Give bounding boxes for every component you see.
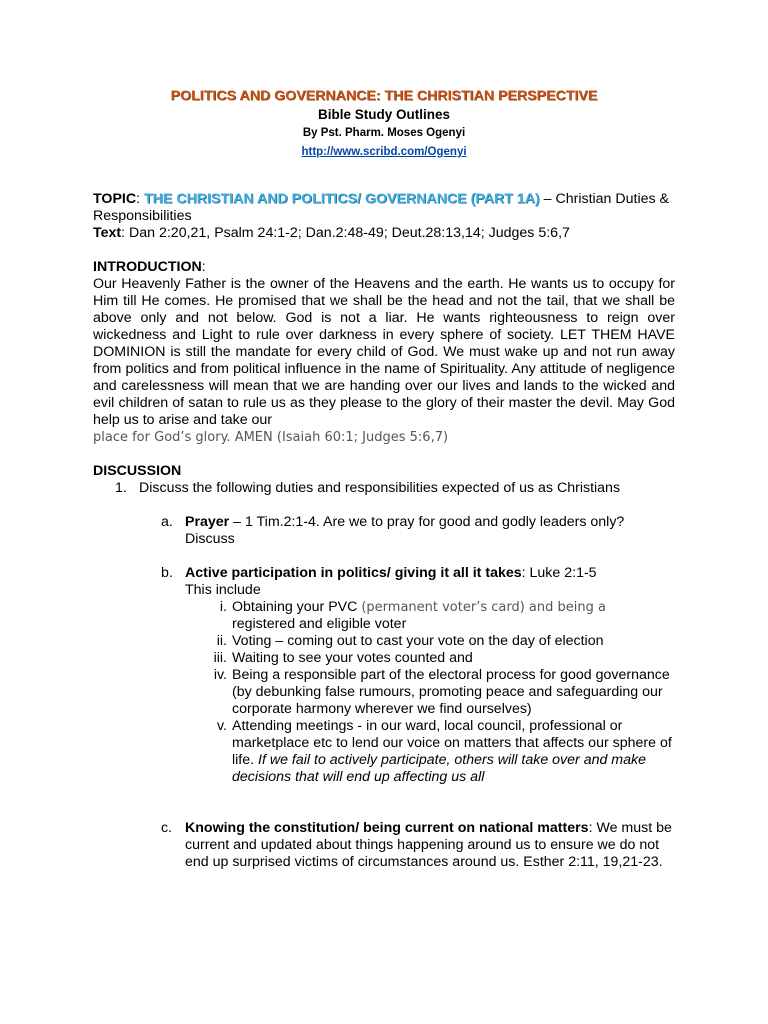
topic-line bbox=[93, 191, 675, 225]
item-a-text: – 1 Tim.2:1-4. Are we to pray for good and godly leaders only? Discuss bbox=[185, 514, 625, 547]
list-marker: iii. bbox=[213, 650, 227, 666]
sub-item-i: i. Obtaining your PVC (permanent voter’s card) and being a registered and eligible voter bbox=[93, 599, 675, 633]
document-subtitle: Bible Study Outlines bbox=[317, 107, 450, 122]
list-marker: i. bbox=[219, 599, 227, 615]
item-a-heading: Prayer bbox=[185, 514, 230, 530]
item-b-line2: This include bbox=[185, 582, 261, 598]
introduction-tail: place for God’s glory. AMEN (Isaiah 60:1; Judges 5:6,7) bbox=[93, 430, 449, 445]
sub-item-iv: iv. Being a responsible part of the electoral process for good governance (by debunking false rumours, promoting peace and safeguarding our corporate harmony wherever we find ourselves) bbox=[93, 667, 675, 718]
item-c-text: : We must be current and updated about things happening around us to ensure we do not end up surprised victims of circumstances around us. Esther 2:11, 19,21-23. bbox=[185, 820, 672, 870]
list-marker: v. bbox=[217, 718, 227, 734]
list-marker: ii. bbox=[216, 633, 227, 649]
discussion-item-b bbox=[93, 565, 675, 599]
text-line bbox=[93, 225, 675, 242]
topic-label: TOPIC bbox=[93, 191, 137, 207]
topic-colon: : bbox=[136, 191, 144, 207]
list-marker: iv. bbox=[213, 667, 227, 683]
topic-title: THE CHRISTIAN AND POLITICS/ GOVERNANCE (PART 1A) bbox=[144, 191, 540, 207]
introduction-text: Our Heavenly Father is the owner of the Heavens and the earth. He wants us to occupy for Him till He comes. He promised that we shall be the head and not the tail, that we shall be above only and not below. God is not a liar. He wants righteousness to reign over wickedness and Light to rule over darkness in every sphere of society. LET THEM HAVE DOMINION is still the mandate for every child of God. We must wake up and not run away from politics and from political influence in the name of Spirituality. Any attitude of negligence and carelessness will mean that we are handing over our lives and lands to the wicked and evil children of satan to rule us as they please to the glory of their master the devil. May God help us to arise and take our bbox=[93, 276, 675, 428]
list-marker: a. bbox=[161, 514, 173, 530]
introduction-heading: INTRODUCTION: bbox=[93, 259, 206, 275]
discussion-item-1-text: Discuss the following duties and responsibilities expected of us as Christians bbox=[139, 480, 621, 496]
author-url-link[interactable]: http://www.scribd.com/Ogenyi bbox=[301, 146, 467, 158]
discussion-heading: DISCUSSION bbox=[93, 463, 182, 479]
topic-suffix: – Christian Duties & Responsibilities bbox=[93, 191, 670, 224]
discussion-item-1 bbox=[93, 480, 675, 497]
document-title: POLITICS AND GOVERNANCE: THE CHRISTIAN PERSPECTIVE bbox=[170, 88, 598, 104]
author-line: By Pst. Pharm. Moses Ogenyi bbox=[302, 127, 466, 139]
list-marker: 1. bbox=[115, 480, 127, 496]
sub-item-ii: ii. Voting – coming out to cast your vote on the day of election bbox=[93, 633, 675, 650]
document-page bbox=[93, 84, 675, 871]
discussion-item-a bbox=[93, 514, 675, 548]
text-references: : Dan 2:20,21, Psalm 24:1-2; Dan.2:48-49; Deut.28:13,14; Judges 5:6,7 bbox=[121, 225, 570, 241]
item-b-text: : Luke 2:1-5 bbox=[521, 565, 597, 581]
document-header bbox=[93, 88, 675, 161]
discussion-item-c bbox=[93, 820, 675, 871]
item-c-heading: Knowing the constitution/ being current on national matters bbox=[185, 820, 589, 836]
list-marker: c. bbox=[161, 820, 173, 836]
introduction-body bbox=[93, 276, 675, 446]
item-b-heading: Active participation in politics/ giving it all it takes bbox=[185, 565, 522, 581]
list-marker: b. bbox=[161, 565, 173, 581]
sub-item-v: v. Attending meetings - in our ward, local council, professional or marketplace etc to lend our voice on matters that affects our sphere of life. If we fail to actively participate, others will take over and make decisions that will end up affecting us all bbox=[93, 718, 675, 786]
text-label: Text bbox=[93, 225, 122, 241]
sub-item-iii: iii. Waiting to see your votes counted and bbox=[93, 650, 675, 667]
